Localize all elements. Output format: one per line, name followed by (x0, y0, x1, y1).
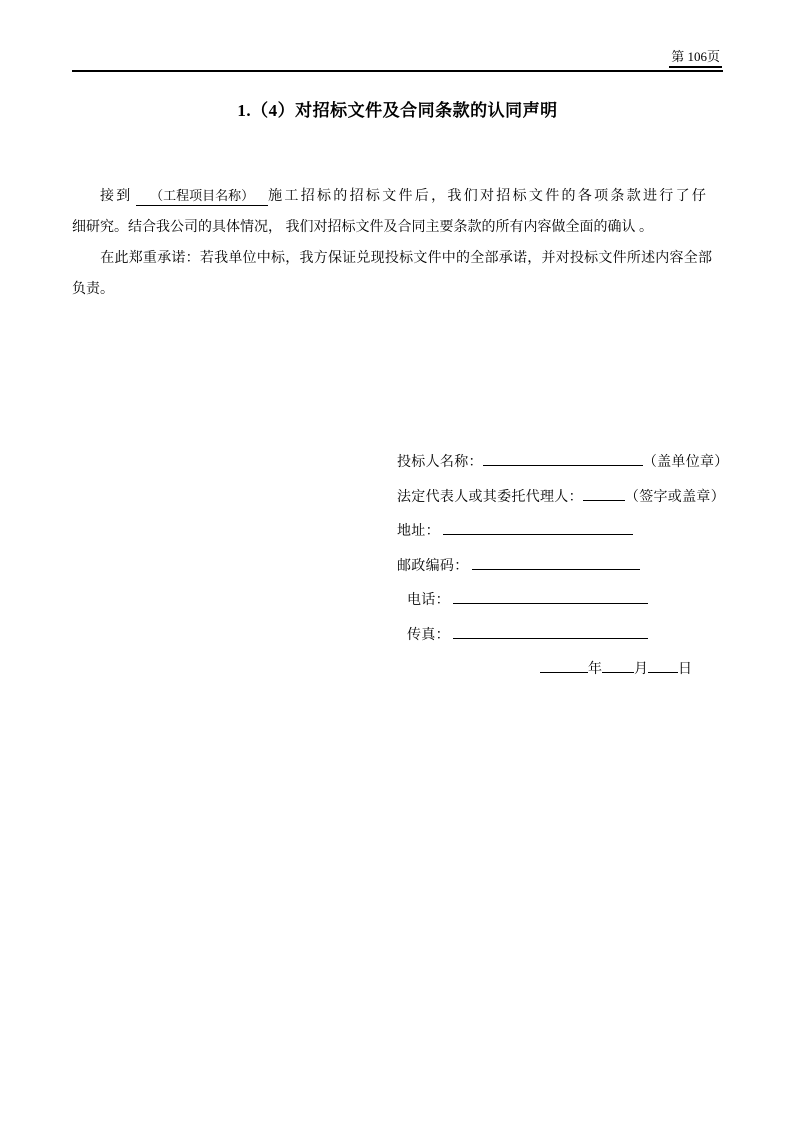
header-rule (72, 70, 723, 72)
telephone-label: 电话： (407, 593, 450, 608)
legal-representative-row (397, 481, 729, 516)
day-label: 日 (678, 662, 692, 677)
day-blank[interactable] (648, 653, 678, 673)
paragraph-1-line2: 细研究。结合我公司的具体情况， 我们对招标文件及合同主要条款的所有内容做全面的确认 。 (72, 220, 653, 235)
legal-representative-label: 法定代表人或其委托代理人： (397, 489, 583, 505)
paragraph-1 (72, 181, 723, 243)
paragraph-1-rest: 施工招标的招标文件后，我们对招标文件的各项条款进行了仔 (268, 189, 709, 204)
bidder-name-seal-note: （盖单位章） (642, 455, 729, 470)
legal-representative-blank[interactable] (583, 481, 625, 501)
postal-code-row (397, 550, 729, 585)
date-row (397, 653, 729, 688)
address-row (397, 515, 729, 550)
postal-code-blank[interactable] (472, 550, 640, 570)
paragraph-2-text: 在此郑重承诺：若我单位中标，我方保证兑现投标文件中的全部承诺，并对投标文件所述内容全部负责。 (72, 251, 712, 297)
telephone-blank[interactable] (453, 584, 648, 604)
year-label: 年 (588, 662, 602, 677)
month-label: 月 (634, 662, 648, 677)
year-blank[interactable] (540, 653, 588, 673)
postal-code-label: 邮政编码： (397, 558, 469, 574)
paragraph-2 (72, 243, 712, 305)
fax-label: 传真： (407, 627, 450, 643)
address-blank[interactable] (443, 515, 633, 535)
telephone-row (397, 584, 729, 619)
month-blank[interactable] (602, 653, 634, 673)
fax-blank[interactable] (453, 619, 648, 639)
bidder-name-blank[interactable] (483, 446, 643, 466)
page-number: 第 106页 (669, 49, 722, 68)
fax-row (397, 619, 729, 654)
legal-representative-sign-note: （签字或盖章） (624, 489, 726, 505)
bidder-name-label: 投标人名称： (397, 455, 483, 470)
signature-block (397, 446, 729, 688)
project-name-blank[interactable]: （工程项目名称） (136, 187, 268, 206)
document-title: 1.（4）对招标文件及合同条款的认同声明 (237, 101, 558, 120)
paragraph-1-lead: 接到 (100, 189, 133, 204)
body-text (72, 181, 723, 305)
bidder-name-row (397, 446, 729, 481)
address-label: 地址： (397, 524, 440, 539)
